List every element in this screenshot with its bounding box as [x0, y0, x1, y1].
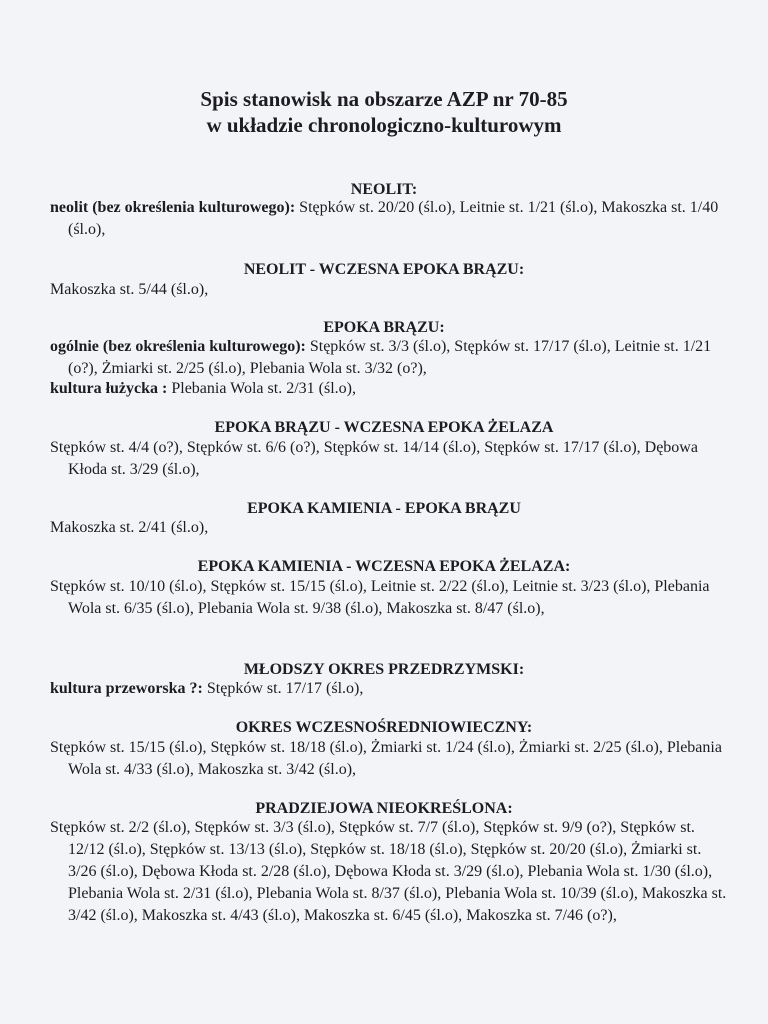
section-heading-pre-roman: MŁODSZY OKRES PRZEDRZYMSKI:: [243, 661, 525, 678]
document-title-line-2: w układzie chronologiczno-kulturowym: [206, 113, 562, 137]
section-entry: [50, 197, 730, 241]
entry-text: Makoszka st. 2/41 (śl.o),: [50, 519, 209, 536]
entry-label: kultura łużycka :: [50, 380, 168, 397]
section-entry: [50, 279, 730, 301]
entry-text: Stępków st. 17/17 (śl.o),: [202, 680, 364, 697]
entry-label: neolit (bez określenia kulturowego):: [50, 199, 296, 216]
section-heading-prehistoric-undetermined: PRADZIEJOWA NIEOKREŚLONA:: [255, 800, 513, 817]
entry-label: kultura przeworska ?:: [50, 680, 203, 697]
section-entry: [50, 336, 730, 380]
section-heading-early-medieval: OKRES WCZESNOŚREDNIOWIECZNY:: [235, 719, 533, 736]
section-heading-bronze-age: EPOKA BRĄZU:: [323, 319, 445, 336]
entry-text: Plebania Wola st. 2/31 (śl.o),: [167, 380, 356, 397]
entry-text: Stępków st. 15/15 (śl.o), Stępków st. 18/18 (śl.o), Żmiarki st. 1/24 (śl.o), Żmiarki st. 2/25 (śl.o), Plebania Wola st. 4/33 (śl.o), Makoszka st. 3/42 (śl.o),: [50, 739, 722, 778]
section-entry: [50, 678, 730, 700]
section-heading-stone-bronze: EPOKA KAMIENIA - EPOKA BRĄZU: [247, 500, 521, 517]
entry-label: ogólnie (bez określenia kulturowego):: [50, 338, 306, 355]
entry-text: Stępków st. 10/10 (śl.o), Stępków st. 15/15 (śl.o), Leitnie st. 2/22 (śl.o), Leitnie st. 3/23 (śl.o), Plebania Wola st. 6/35 (śl.o), Plebania Wola st. 9/38 (śl.o), Makoszka st. 8/47 (śl.o),: [50, 578, 710, 617]
section-entry: [50, 817, 730, 927]
section-heading-bronze-iron: EPOKA BRĄZU - WCZESNA EPOKA ŻELAZA: [214, 419, 554, 436]
document-title-line-1: Spis stanowisk na obszarze AZP nr 70-85: [200, 87, 568, 111]
section-heading-neolit-bronze: NEOLIT - WCZESNA EPOKA BRĄZU:: [243, 261, 525, 278]
section-entry: [50, 576, 730, 620]
entry-text: Makoszka st. 5/44 (śl.o),: [50, 281, 209, 298]
section-heading-neolit: NEOLIT:: [350, 181, 418, 198]
entry-text: Stępków st. 2/2 (śl.o), Stępków st. 3/3 (śl.o), Stępków st. 7/7 (śl.o), Stępków st. 9/9 (o?), Stępków st. 12/12 (śl.o), Stępków st. 13/13 (śl.o), Stępków st. 18/18 (śl.o), Stępków st. 20/20 (śl.o), Żmiarki st. 3/26 (śl.o), Dębowa Kłoda st. 2/28 (śl.o), Dębowa Kłoda st. 3/29 (śl.o), Plebania Wola st. 1/30 (śl.o), Plebania Wola st. 2/31 (śl.o), Plebania Wola st. 8/37 (śl.o), Plebania Wola st. 10/39 (śl.o), Makoszka st. 3/42 (śl.o), Makoszka st. 4/43 (śl.o), Makoszka st. 6/45 (śl.o), Makoszka st. 7/46 (o?),: [50, 819, 727, 924]
section-entry: [50, 517, 730, 539]
entry-text: Stępków st. 20/20 (śl.o), Leitnie st. 1/21 (śl.o), Makoszka st. 1/40 (śl.o),: [68, 199, 719, 238]
entry-text: Stępków st. 3/3 (śl.o), Stępków st. 17/17 (śl.o), Leitnie st. 1/21 (o?), Żmiarki st. 2/25 (śl.o), Plebania Wola st. 3/32 (o?),: [68, 338, 712, 377]
section-entry: [50, 737, 730, 781]
entry-text: Stępków st. 4/4 (o?), Stępków st. 6/6 (o?), Stępków st. 14/14 (śl.o), Stępków st. 17/17 (śl.o), Dębowa Kłoda st. 3/29 (śl.o),: [50, 439, 698, 478]
section-entry: [50, 437, 730, 481]
section-entry: [50, 378, 730, 400]
section-heading-stone-iron: EPOKA KAMIENIA - WCZESNA EPOKA ŻELAZA:: [197, 558, 571, 575]
